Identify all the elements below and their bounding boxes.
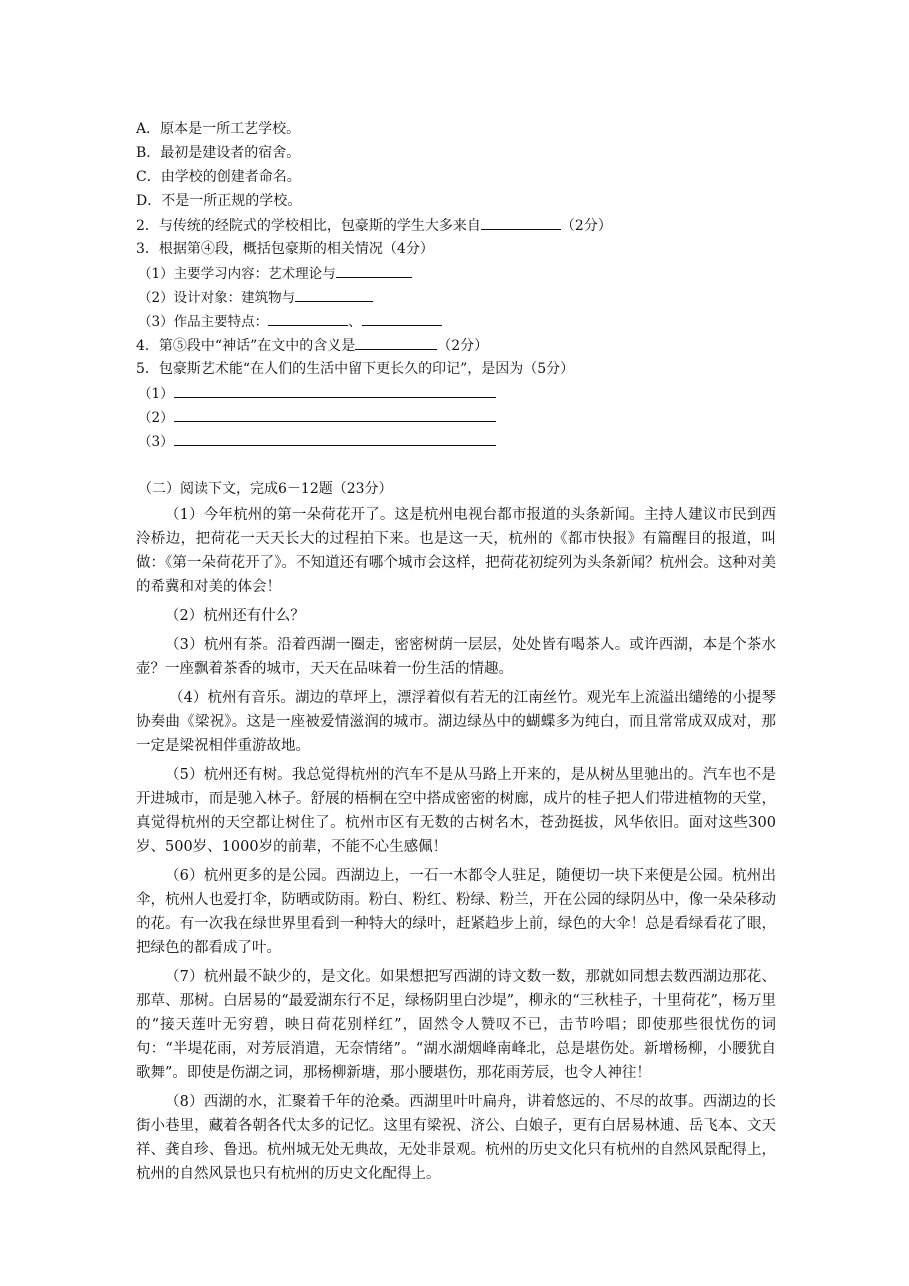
question-3-item-2 (138, 287, 373, 308)
answer-blank-q3-1[interactable] (336, 263, 412, 278)
answer-blank-q5-2[interactable] (174, 407, 496, 422)
answer-blank-q5-3[interactable] (174, 431, 496, 446)
question-3-item-3 (138, 311, 442, 332)
answer-blank-q3-3b[interactable] (362, 311, 442, 326)
option-b: B．最初是建设者的宿舍。 (136, 145, 301, 161)
question-3-item-3-text: （3）作品主要特点： (138, 314, 269, 330)
question-4 (136, 335, 488, 356)
option-c: C．由学校的创建者命名。 (136, 169, 301, 185)
question-3-item-1-text: （1）主要学习内容：艺术理论与 (138, 266, 336, 282)
question-5: 5．包豪斯艺术能“在人们的生活中留下更长久的印记”，是因为（5分） (136, 361, 575, 377)
question-5-line-2 (138, 407, 496, 428)
answer-blank-q4[interactable] (355, 335, 437, 350)
question-3: 3．根据第④段，概括包豪斯的相关情况（4分） (136, 241, 434, 257)
passage-paragraph-5: （5）杭州还有树。我总觉得杭州的汽车不是从马路上开来的，是从树丛里驰出的。汽车也不是开进城市，而是驰入林子。舒展的梧桐在空中搭成密密的树廊，成片的桂子把人们带进植物的天堂，真觉得杭州的天空都让树住了。杭州市区有无数的古树名木，苍劲挺拔，风华依旧。面对这些300岁、500岁、1000岁的前辈，不能不心生感佩！ (136, 767, 776, 855)
answer-blank-q3-3a[interactable] (268, 311, 348, 326)
question-2 (136, 215, 612, 236)
question-2-text: 2．与传统的经院式的学校相比，包豪斯的学生大多来自 (136, 218, 481, 234)
passage-paragraph-2: （2）杭州还有什么？ (165, 608, 305, 624)
question-4-score: （2分） (437, 338, 489, 354)
answer-blank-q3-2[interactable] (295, 287, 373, 302)
passage-paragraph-3: （3）杭州有茶。沿着西湖一圈走，密密树荫一层层，处处皆有喝茶人。或许西湖，本是个茶水壶？一座飘着茶香的城市，天天在品味着一份生活的情趣。 (136, 637, 776, 677)
passage (136, 503, 776, 1191)
separator: 、 (348, 314, 362, 330)
passage-paragraph-6: （6）杭州更多的是公园。西湖边上，一石一木都令人驻足，随便切一块下来便是公园。杭州出伞，杭州人也爱打伞，防晒或防雨。粉白、粉红、粉绿、粉兰，开在公园的绿阴丛中，像一朵朵移动的花。有一次我在绿世界里看到一种特大的绿叶，赶紧趋步上前，绿色的大伞！总是看绿看花了眼，把绿色的都看成了叶。 (136, 868, 776, 956)
section-2-heading: （二）阅读下文，完成6－12题（23分） (138, 481, 393, 497)
question-3-item-1 (138, 263, 412, 284)
question-2-score: （2分） (560, 218, 612, 234)
passage-paragraph-1: （1）今年杭州的第一朵荷花开了。这是杭州电视台都市报道的头条新闻。主持人建议市民到西泠桥边，把荷花一天天长大的过程拍下来。也是这一天，杭州的《都市快报》有篇醒目的报道，叫做：《第一朵荷花开了》。不知道还有哪个城市会这样，把荷花初绽列为头条新闻？杭州会。这种对美的希冀和对美的体会！ (136, 507, 776, 595)
answer-blank-q2[interactable] (481, 215, 561, 230)
question-5-line-2-label: （2） (138, 410, 174, 426)
question-5-line-1-label: （1） (138, 386, 174, 402)
question-4-text: 4．第⑤段中“神话”在文中的含义是 (136, 338, 356, 354)
question-5-line-1 (138, 383, 496, 404)
option-d: D．不是一所正规的学校。 (136, 193, 302, 209)
question-3-item-2-text: （2）设计对象：建筑物与 (138, 290, 296, 306)
passage-paragraph-8: （8）西湖的水，汇聚着千年的沧桑。西湖里叶叶扁舟，讲着悠远的、不尽的故事。西湖边的长街小巷里，藏着各朝各代太多的记忆。这里有梁祝、济公、白娘子，更有白居易林逋、岳飞本、文天祥、龚自珍、鲁迅。杭州城无处无典故，无处非景观。杭州的历史文化只有杭州的自然风景配得上，杭州的自然风景也只有杭州的历史文化配得上。 (136, 1094, 776, 1182)
question-5-line-3-label: （3） (138, 434, 174, 450)
answer-blank-q5-1[interactable] (174, 383, 496, 398)
question-5-line-3 (138, 431, 496, 452)
option-a: A．原本是一所工艺学校。 (136, 121, 301, 137)
passage-paragraph-7: （7）杭州最不缺少的，是文化。如果想把写西湖的诗文数一数，那就如同想去数西湖边那花、那草、那树。白居易的“最爱湖东行不足，绿杨阴里白沙堤”，柳永的“三秋桂子，十里荷花”，杨万里的“接天莲叶无穷碧，映日荷花别样红”，固然令人赞叹不已，击节吟唱；即使那些很忧伤的词句：“半堤花雨，对芳辰消遣，无奈情绪”。“湖水湖烟峰南峰北，总是堪伤处。新增杨柳，小腰犹自歌舞”。即使是伤湖之词，那杨柳新塘，那小腰堪伤，那花雨芳辰，也令人神往！ (136, 969, 776, 1081)
passage-paragraph-4: （4）杭州有音乐。湖边的草坪上，漂浮着似有若无的江南丝竹。观光车上流溢出缱绻的小提琴协奏曲《梁祝》。这是一座被爱情滋润的城市。湖边绿丛中的蝴蝶多为纯白，而且常常成双成对，那一定是梁祝相伴重游故地。 (136, 690, 776, 754)
